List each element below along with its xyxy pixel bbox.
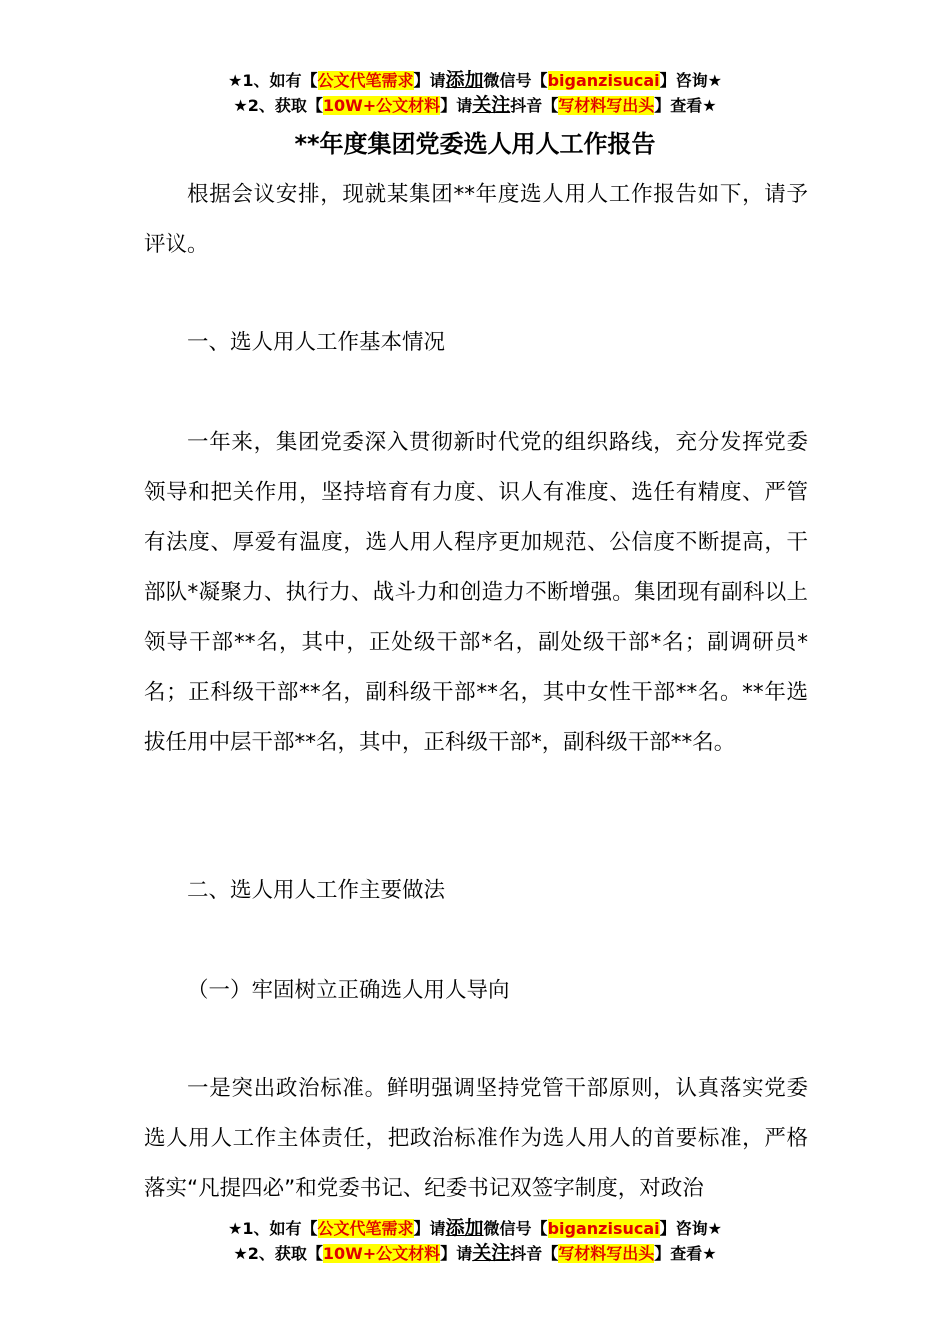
section-heading-text: 一、选人用人工作基本情况 <box>187 330 446 355</box>
document-title: **年度集团党委选人用人工作报告 <box>294 130 656 158</box>
notice-highlight: 10W+公文材料 <box>322 1244 441 1263</box>
notice-emphasis: 添加 <box>445 69 484 91</box>
intro-paragraph <box>144 170 808 270</box>
notice-text: 】查看★ <box>654 1244 717 1263</box>
notice-text: ★1、如有【 <box>228 1219 318 1238</box>
subsection-heading-text: （一）牢固树立正确选人用人导向 <box>187 978 510 1003</box>
notice-text: 微信号【 <box>483 71 548 90</box>
notice-line-2 <box>0 93 950 118</box>
section-heading-2 <box>144 866 808 916</box>
notice-text: 抖音【 <box>510 1244 559 1263</box>
body-paragraph-1 <box>144 418 808 768</box>
footer-notice <box>0 1216 950 1266</box>
notice-highlight: 10W+公文材料 <box>322 96 441 115</box>
intro-text: 根据会议安排，现就某集团**年度选人用人工作报告如下，请予评议。 <box>144 182 808 257</box>
notice-text: 】查看★ <box>654 96 717 115</box>
notice-text: 】请 <box>440 96 473 115</box>
notice-highlight: biganzisucai <box>547 71 660 90</box>
notice-highlight: 写材料写出头 <box>558 1244 655 1263</box>
notice-highlight: 公文代笔需求 <box>317 71 414 90</box>
notice-text: 微信号【 <box>483 1219 548 1238</box>
notice-highlight: 公文代笔需求 <box>317 1219 414 1238</box>
notice-text: 】请 <box>413 1219 446 1238</box>
body-text: 一年来，集团党委深入贯彻新时代党的组织路线，充分发挥党委领导和把关作用，坚持培育有力度、识人有准度、选任有精度、严管有法度、厚爱有温度，选人用人程序更加规范、公信度不断提高，干部队*凝聚力、执行力、战斗力和创造力不断增强。集团现有副科以上领导干部**名，其中，正处级干部*名，副处级干部*名；副调研员*名；正科级干部**名，副科级干部**名，其中女性干部**名。**年选拔任用中层干部**名，其中，正科级干部*，副科级干部**名。 <box>144 430 808 755</box>
notice-emphasis: 关注 <box>472 94 511 116</box>
notice-text: 】请 <box>413 71 446 90</box>
notice-highlight: biganzisucai <box>547 1219 660 1238</box>
body-text: 一是突出政治标准。鲜明强调坚持党管干部原则，认真落实党委选人用人工作主体责任，把政治标准作为选人用人的首要标准，严格落实“凡提四必”和党委书记、纪委书记双签字制度，对政治 <box>144 1076 808 1201</box>
notice-text: ★2、获取【 <box>233 96 323 115</box>
header-notice <box>0 68 950 118</box>
notice-line-1 <box>0 1216 950 1241</box>
notice-text: ★2、获取【 <box>233 1244 323 1263</box>
notice-text: 】咨询★ <box>659 1219 722 1238</box>
body-paragraph-2 <box>144 1064 808 1214</box>
notice-text: ★1、如有【 <box>228 71 318 90</box>
notice-line-2 <box>0 1241 950 1266</box>
section-heading-text: 二、选人用人工作主要做法 <box>187 878 446 903</box>
notice-emphasis: 添加 <box>445 1217 484 1239</box>
notice-text: 】咨询★ <box>659 71 722 90</box>
notice-text: 】请 <box>440 1244 473 1263</box>
subsection-heading-1 <box>144 966 808 1016</box>
notice-emphasis: 关注 <box>472 1242 511 1264</box>
notice-highlight: 写材料写出头 <box>558 96 655 115</box>
notice-line-1 <box>0 68 950 93</box>
section-heading-1 <box>144 318 808 368</box>
notice-text: 抖音【 <box>510 96 559 115</box>
